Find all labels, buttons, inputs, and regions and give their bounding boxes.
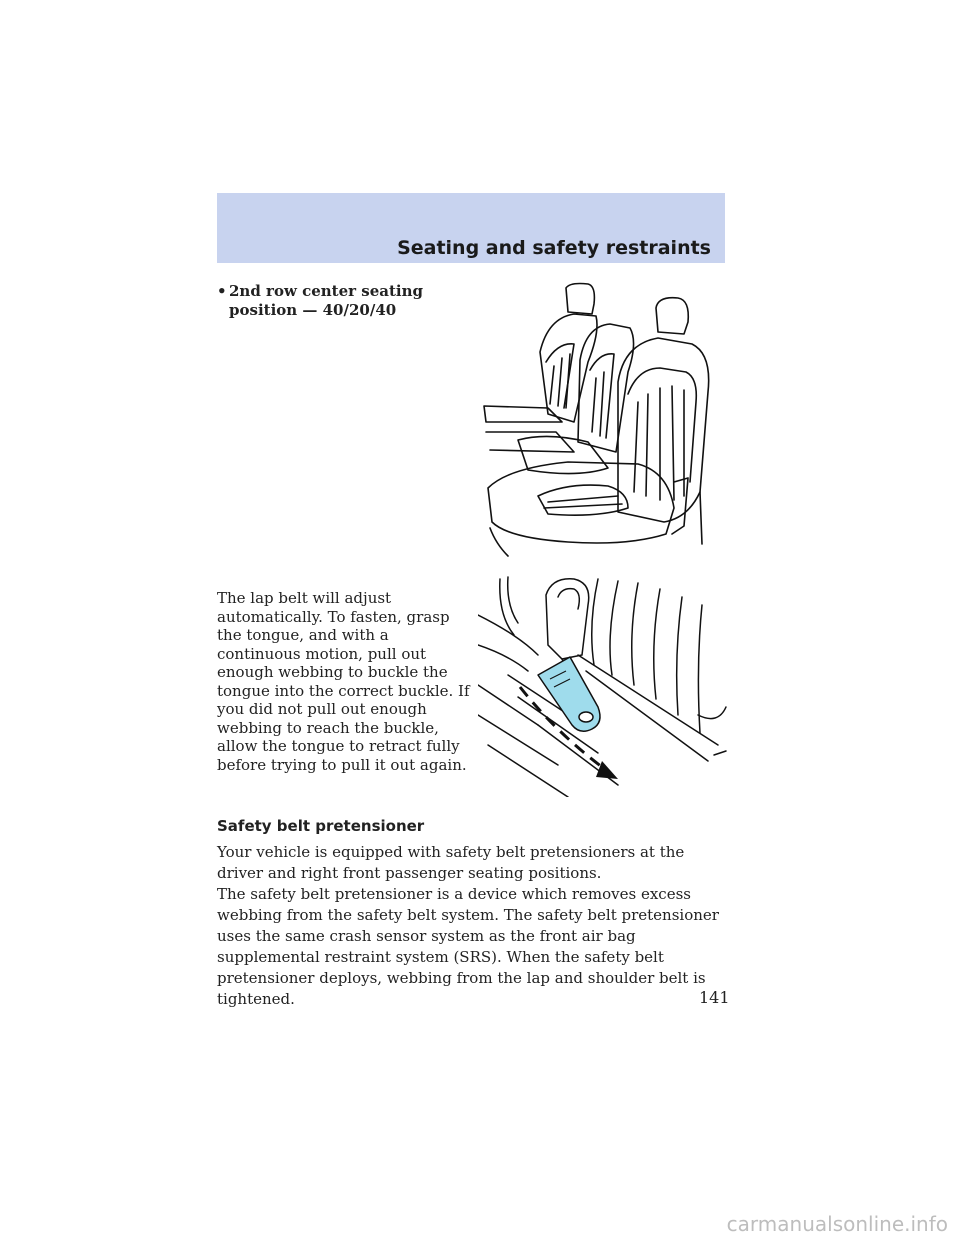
header-band (217, 193, 725, 263)
seat-illustration (478, 282, 728, 557)
pretensioner-paragraph-1: Your vehicle is equipped with safety belt pretensioners at the driver and right front passenger seating positions. (217, 843, 685, 882)
section-heading: Safety belt pretensioner (217, 817, 425, 835)
pretensioner-paragraph-2: The safety belt pretensioner is a device which removes excess webbing from the safety belt system. The safety belt pretensioner uses the same crash sensor system as the front air bag supplemental restraint system (SRS). When the safety belt pretensioner deploys, webbing from the lap and shoulder belt is tightened. (217, 885, 719, 1008)
bullet-item (217, 282, 467, 320)
belt-tongue-illustration (478, 575, 728, 797)
page-number: 141 (699, 988, 730, 1007)
watermark: carmanualsonline.info (726, 1212, 948, 1236)
bullet-text: 2nd row center seating position — 40/20/40 (229, 282, 424, 319)
lap-belt-paragraph: The lap belt will adjust automatically. To fasten, grasp the tongue, and with a continuous motion, pull out enough webbing to buckle the tongue into the correct buckle. If you did not pull out enough webbing to reach the buckle, allow the tongue to retract fully before trying to pull it out again. (217, 589, 470, 774)
page-title: Seating and safety restraints (397, 237, 711, 259)
bullet-marker: • (217, 282, 227, 300)
